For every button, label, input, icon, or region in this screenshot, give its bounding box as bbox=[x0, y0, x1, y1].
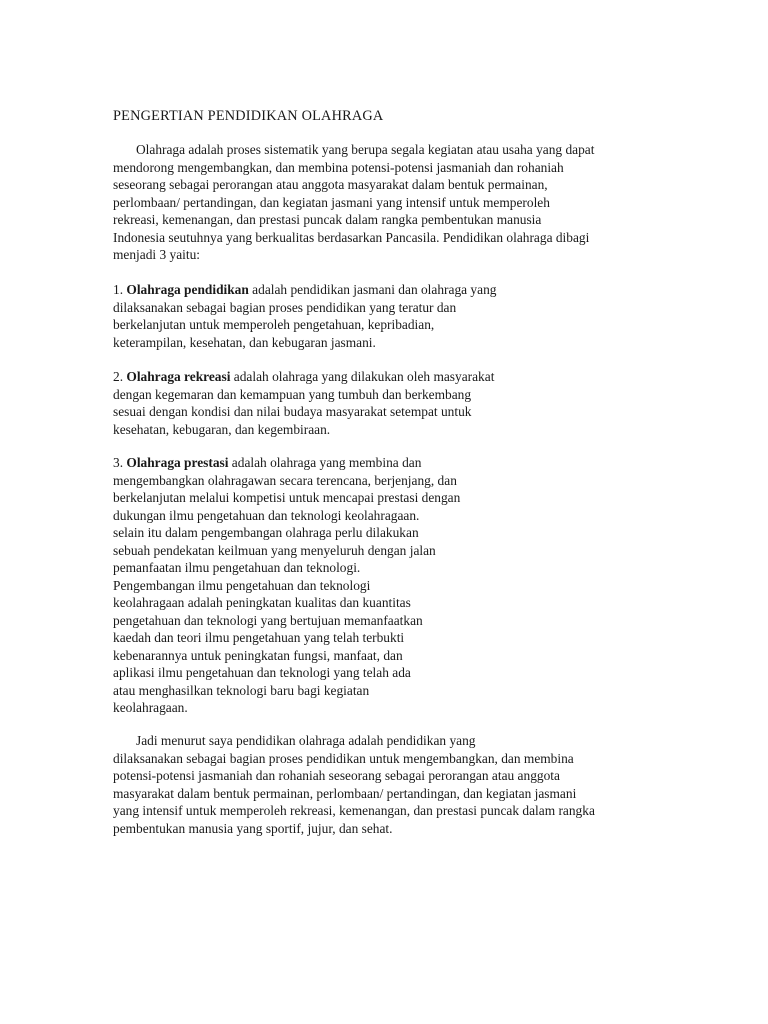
list-item-first-line bbox=[113, 281, 673, 299]
document-title: PENGERTIAN PENDIDIKAN OLAHRAGA bbox=[113, 108, 384, 124]
intro-line: menjadi 3 yaitu: bbox=[113, 247, 201, 262]
list-item-line: keterampilan, kesehatan, dan kebugaran jasmani. bbox=[113, 334, 376, 350]
list-item-line: pemanfaatan ilmu pengetahuan dan teknologi. bbox=[113, 560, 361, 575]
conclusion-line: dilaksanakan sebagai bagian proses pendidikan untuk mengembangkan, dan membina bbox=[113, 750, 574, 766]
list-item-line: berkelanjutan melalui kompetisi untuk mencapai prestasi dengan bbox=[113, 490, 461, 505]
list-item-line: dukungan ilmu pengetahuan dan teknologi keolahragaan. bbox=[113, 507, 420, 523]
list-item-term: Olahraga rekreasi bbox=[126, 369, 231, 384]
conclusion-line: masyarakat dalam bentuk permainan, perlombaan/ pertandingan, dan kegiatan jasmani bbox=[113, 785, 577, 801]
intro-paragraph bbox=[113, 141, 673, 264]
conclusion-line: potensi-potensi jasmaniah dan rohaniah seseorang sebagai perorangan atau anggota bbox=[113, 768, 560, 783]
list-item-line: keolahragaan adalah peningkatan kualitas dan kuantitas bbox=[113, 595, 411, 610]
intro-line: Indonesia seutuhnya yang berkualitas berdasarkan Pancasila. Pendidikan olahraga dibagi bbox=[113, 229, 590, 245]
intro-line: rekreasi, kemenangan, dan prestasi puncak dalam rangka pembentukan manusia bbox=[113, 212, 542, 227]
list-item-line: selain itu dalam pengembangan olahraga perlu dilakukan bbox=[113, 525, 419, 540]
list-item-line: keolahragaan. bbox=[113, 700, 188, 715]
list-item-term: Olahraga prestasi bbox=[126, 455, 229, 470]
list-item-line: dilaksanakan sebagai bagian proses pendidikan yang teratur dan bbox=[113, 299, 457, 315]
list-item-line: kesehatan, kebugaran, dan kegembiraan. bbox=[113, 421, 331, 437]
list-item-line: Pengembangan ilmu pengetahuan dan teknologi bbox=[113, 577, 371, 593]
list-item-line: berkelanjutan untuk memperoleh pengetahuan, kepribadian, bbox=[113, 317, 435, 332]
list-item-1 bbox=[113, 281, 673, 351]
list-item-line: mengembangkan olahragawan secara terencana, berjenjang, dan bbox=[113, 472, 457, 488]
list-item-text: adalah olahraga yang dilakukan oleh masyarakat bbox=[230, 369, 495, 384]
intro-line: seseorang sebagai perorangan atau anggota masyarakat dalam bentuk permainan, bbox=[113, 177, 548, 192]
intro-line: perlombaan/ pertandingan, dan kegiatan jasmani yang intensif untuk memperoleh bbox=[113, 194, 550, 210]
list-item-3 bbox=[113, 454, 673, 717]
list-item-term: Olahraga pendidikan bbox=[126, 282, 249, 297]
list-item-line: atau menghasilkan teknologi baru bagi kegiatan bbox=[113, 682, 370, 698]
list-item-line: pengetahuan dan teknologi yang bertujuan memanfaatkan bbox=[113, 612, 423, 628]
list-item-text: adalah pendidikan jasmani dan olahraga yang bbox=[248, 282, 497, 297]
list-item-first-line bbox=[113, 368, 673, 386]
list-item-line: aplikasi ilmu pengetahuan dan teknologi yang telah ada bbox=[113, 665, 411, 680]
list-item-2 bbox=[113, 368, 673, 438]
conclusion-paragraph bbox=[113, 732, 673, 837]
list-item-line: sesuai dengan kondisi dan nilai budaya masyarakat setempat untuk bbox=[113, 404, 472, 419]
conclusion-line: Jadi menurut saya pendidikan olahraga adalah pendidikan yang bbox=[136, 733, 476, 748]
list-item-first-line bbox=[113, 454, 673, 472]
list-item-line: kebenarannya untuk peningkatan fungsi, manfaat, dan bbox=[113, 647, 403, 663]
list-item-number: 1. bbox=[113, 282, 124, 297]
list-item-number: 3. bbox=[113, 455, 124, 470]
list-item-text: adalah olahraga yang membina dan bbox=[228, 455, 422, 470]
list-item-line: sebuah pendekatan keilmuan yang menyeluruh dengan jalan bbox=[113, 542, 436, 558]
conclusion-line: pembentukan manusia yang sportif, jujur, dan sehat. bbox=[113, 820, 393, 836]
intro-line: mendorong mengembangkan, dan membina potensi-potensi jasmaniah dan rohaniah bbox=[113, 159, 564, 175]
list-item-line: kaedah dan teori ilmu pengetahuan yang telah terbukti bbox=[113, 630, 405, 645]
intro-line: Olahraga adalah proses sistematik yang berupa segala kegiatan atau usaha yang dapat bbox=[136, 142, 595, 157]
list-item-number: 2. bbox=[113, 369, 124, 384]
conclusion-line: yang intensif untuk memperoleh rekreasi, kemenangan, dan prestasi puncak dalam rangka bbox=[113, 803, 595, 818]
list-item-line: dengan kegemaran dan kemampuan yang tumbuh dan berkembang bbox=[113, 386, 472, 402]
